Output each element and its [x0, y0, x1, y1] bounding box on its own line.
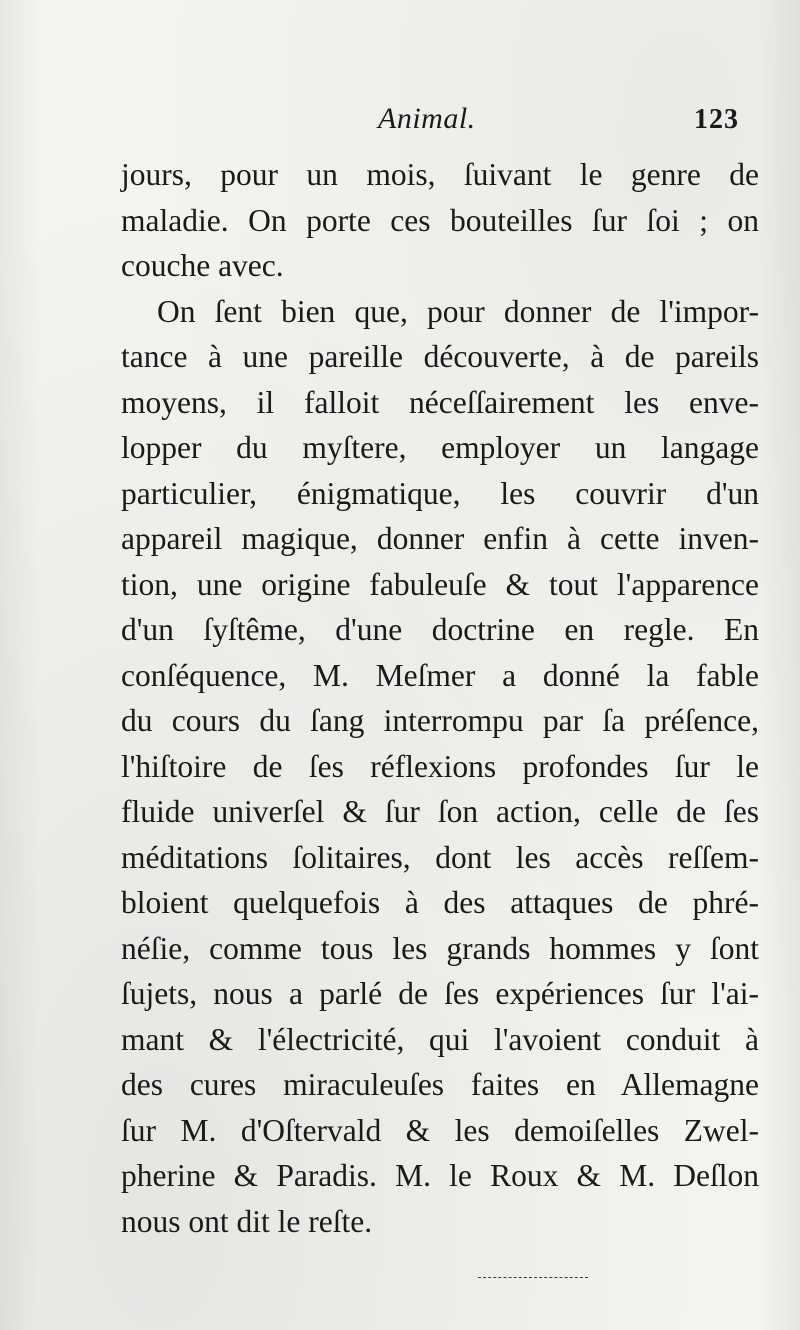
text-line: bloient quelquefois à des attaques de phré- [121, 885, 759, 920]
running-title: Animal. [378, 102, 476, 135]
text-line: méditations ſolitaires, dont les accès reſſem- [121, 839, 759, 875]
text-line: l'hiſtoire de ſes réflexions profondes ſur le [121, 748, 759, 784]
text-line: lopper du myſtere, employer un langage [121, 430, 759, 465]
text-line: tion, une origine fabuleuſe & tout l'apparence [121, 566, 759, 602]
text-line: couche avec. [121, 248, 284, 283]
text-line: appareil magique, donner enfin à cette inven- [121, 521, 759, 556]
paragraph-2 [121, 289, 759, 1245]
text-line: ſujets, nous a parlé de ſes expériences ſur l'ai- [121, 976, 759, 1011]
page-number: 123 [694, 104, 739, 135]
text-line: néſie, comme tous les grands hommes y ſont [121, 930, 759, 966]
end-rule [478, 1277, 588, 1278]
text-line: du cours du ſang interrompu par ſa préſence, [121, 703, 759, 738]
text-line: ſur M. d'Oſtervald & les demoiſelles Zwel- [121, 1112, 759, 1148]
text-line: pherine & Paradis. M. le Roux & M. Deſlon [121, 1158, 759, 1193]
text-line: On ſent bien que, pour donner de l'impor- [157, 293, 759, 329]
page-header [0, 100, 800, 150]
paragraph-1 [121, 152, 759, 289]
text-line: mant & l'électricité, qui l'avoient conduit à [121, 1021, 759, 1057]
text-line: d'un ſyſtême, d'une doctrine en regle. En [121, 612, 759, 647]
text-line: fluide univerſel & ſur ſon action, celle de ſes [121, 794, 759, 829]
text-line: tance à une pareille découverte, à de pareils [121, 339, 759, 374]
text-line: des cures miraculeuſes faites en Allemagne [121, 1067, 759, 1102]
text-line: maladie. On porte ces bouteilles ſur ſoi ; on [121, 202, 759, 238]
text-line: particulier, énigmatique, les couvrir d'un [121, 475, 759, 511]
text-line: conſéquence, M. Meſmer a donné la fable [121, 657, 759, 693]
text-line: jours, pour un mois, ſuivant le genre de [121, 157, 759, 192]
text-line: moyens, il falloit néceſſairement les enve- [121, 384, 759, 420]
body-text [121, 152, 759, 1244]
text-line: nous ont dit le reſte. [121, 1203, 373, 1239]
